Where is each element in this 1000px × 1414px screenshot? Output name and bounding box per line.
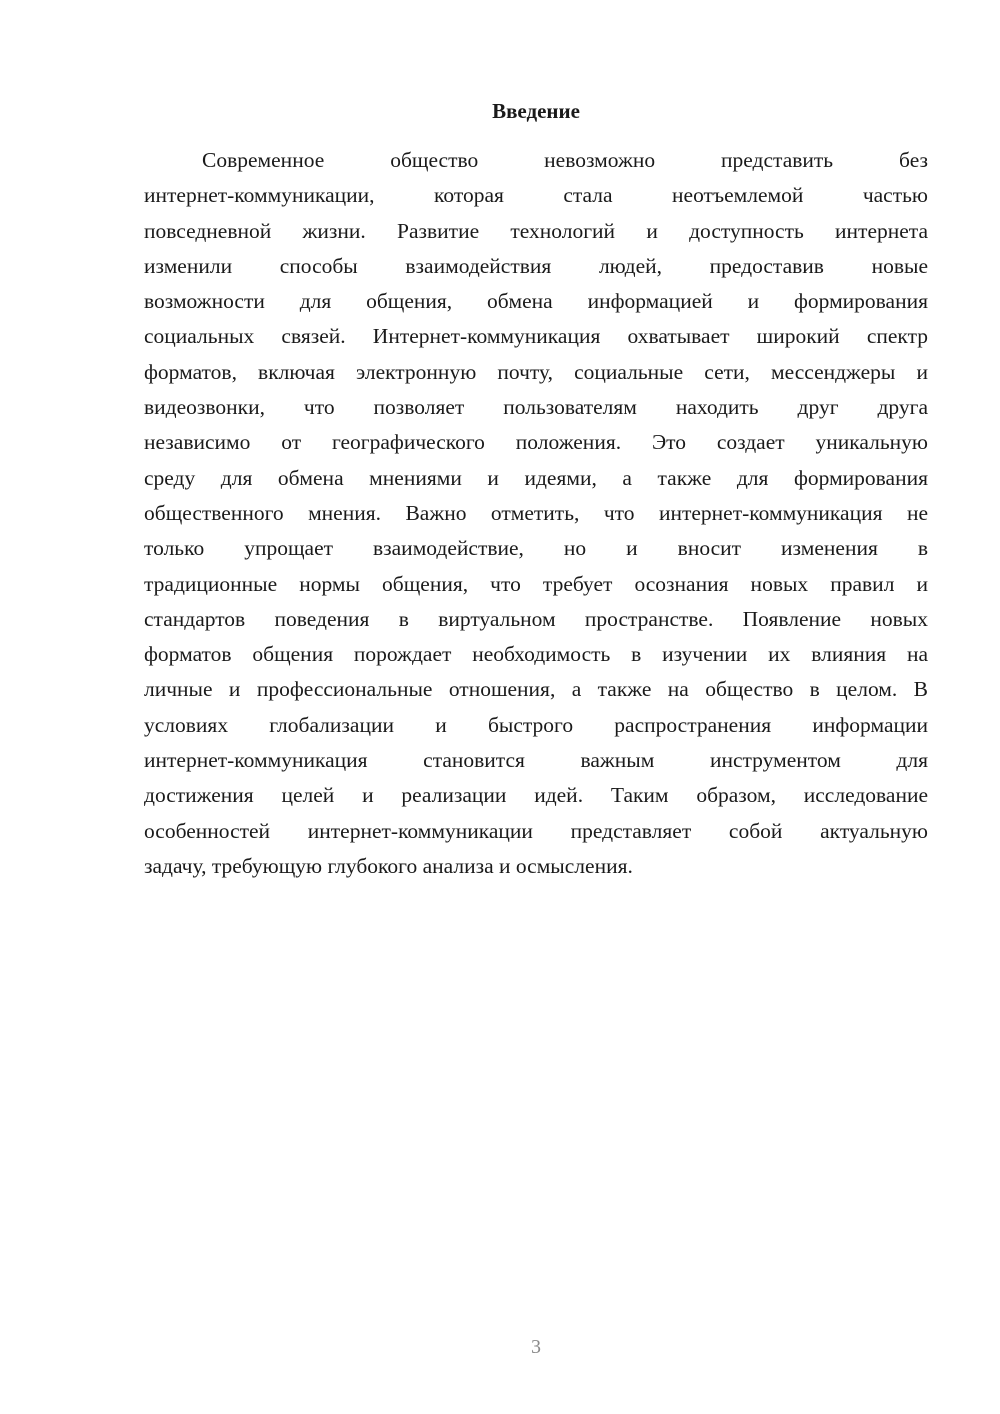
paragraph-line: изменили способы взаимодействия людей, предоставив новые [144,253,928,278]
paragraph-line: видеозвонки, что позволяет пользователям находить друг друга [144,395,928,420]
paragraph-line: особенностей интернет-коммуникации представляет собой актуальную [144,818,928,843]
paragraph-line: независимо от географического положения. Это создает уникальную [144,430,928,455]
paragraph-line: возможности для общения, обмена информацией и формирования [144,289,928,314]
paragraph-line: стандартов поведения в виртуальном пространстве. Появление новых [144,606,928,631]
paragraph-line: задачу, требующую глубокого анализа и осмысления. [144,853,633,878]
paragraph-line: традиционные нормы общения, что требует осознания новых правил и [144,571,928,596]
paragraph-line: повседневной жизни. Развитие технологий и доступность интернета [144,218,928,243]
paragraph-line: условиях глобализации и быстрого распространения информации [144,712,928,737]
paragraph-line: Современное общество невозможно представить без [202,148,928,172]
paragraph-line: достижения целей и реализации идей. Таким образом, исследование [144,783,928,808]
paragraph-line: форматов, включая электронную почту, социальные сети, мессенджеры и [144,359,928,384]
paragraph-line: общественного мнения. Важно отметить, что интернет-коммуникация не [144,500,928,525]
page-number: 3 [531,1336,541,1358]
section-heading: Введение [492,99,580,123]
paragraph-line: форматов общения порождает необходимость в изучении их влияния на [144,642,928,667]
paragraph-line: интернет-коммуникация становится важным инструментом для [144,748,928,773]
paragraph-line: только упрощает взаимодействие, но и вносит изменения в [144,536,928,561]
paragraph-line: личные и профессиональные отношения, а также на общество в целом. В [144,677,928,702]
paragraph-line: социальных связей. Интернет-коммуникация охватывает широкий спектр [144,324,928,349]
paragraph-line: среду для обмена мнениями и идеями, а также для формирования [144,465,928,490]
paragraph-line: интернет-коммуникации, которая стала неотъемлемой частью [144,183,928,208]
introduction-paragraph [144,143,928,884]
